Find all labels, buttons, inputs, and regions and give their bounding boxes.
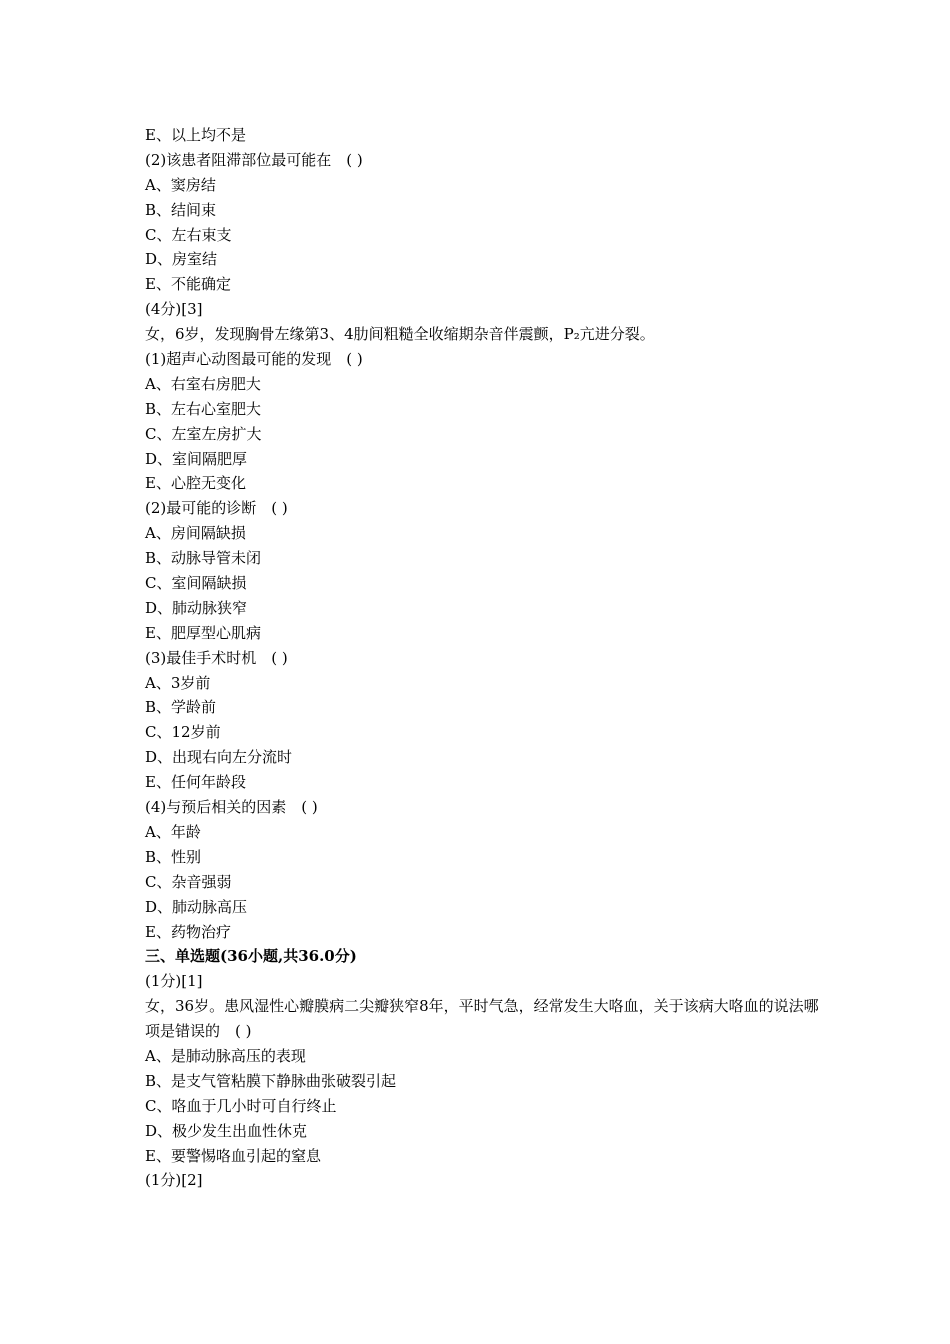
question-text: (2)最可能的诊断 ( )	[145, 499, 288, 518]
section-heading: 三、单选题(36小题,共36.0分)	[145, 947, 357, 966]
option-e: E、药物治疗	[145, 922, 231, 941]
option-e: E、肥厚型心肌病	[145, 623, 261, 642]
option-e: E、要警惕咯血引起的窒息	[145, 1146, 321, 1165]
question-score: (1分)[2]	[145, 1171, 203, 1190]
option-b: B、动脉导管未闭	[145, 549, 262, 568]
option-e: E、任何年龄段	[145, 773, 246, 792]
option-c: C、左室左房扩大	[145, 424, 262, 443]
document-body	[145, 123, 825, 1193]
question-text: (2)该患者阻滞部位最可能在 ( )	[145, 150, 363, 169]
option-d: D、极少发生出血性休克	[145, 1121, 308, 1140]
option-a: A、房间隔缺损	[145, 524, 246, 543]
option-d: D、肺动脉高压	[145, 897, 248, 916]
option-c: C、咯血于几小时可自行终止	[145, 1096, 337, 1115]
option-c: C、12岁前	[145, 723, 221, 742]
option-b: B、性别	[145, 847, 202, 866]
option-c: C、左右束支	[145, 225, 232, 244]
option-d: D、肺动脉狭窄	[145, 598, 248, 617]
option-b: B、左右心室肥大	[145, 399, 262, 418]
option-d: D、室间隔肥厚	[145, 449, 248, 468]
option-c: C、室间隔缺损	[145, 574, 247, 593]
option-a: A、是肺动脉高压的表现	[145, 1046, 306, 1065]
option-b: B、是支气管粘膜下静脉曲张破裂引起	[145, 1071, 397, 1090]
question-text: (1)超声心动图最可能的发现 ( )	[145, 350, 363, 369]
option-e: E、心腔无变化	[145, 474, 246, 493]
option-d: D、房室结	[145, 250, 218, 269]
question-score: (4分)[3]	[145, 300, 203, 319]
question-score: (1分)[1]	[145, 972, 203, 991]
option-a: A、窦房结	[145, 175, 216, 194]
option-d: D、出现右向左分流时	[145, 748, 293, 767]
option-e: E、不能确定	[145, 275, 231, 294]
option-b: B、学龄前	[145, 698, 217, 717]
option-a: A、3岁前	[145, 673, 211, 692]
question-text: 女，36岁。患风湿性心瓣膜病二尖瓣狭窄8年，平时气急，经常发生大咯血，关于该病大咯血的说法哪项是错误的 ( )	[145, 997, 819, 1041]
option-b: B、结间束	[145, 200, 217, 219]
option-a: A、右室右房肥大	[145, 374, 261, 393]
case-stem: 女，6岁，发现胸骨左缘第3、4肋间粗糙全收缩期杂音伴震颤，P₂亢进分裂。	[145, 325, 655, 344]
option-a: A、年龄	[145, 822, 201, 841]
option-e: E、以上均不是	[145, 126, 246, 144]
question-text: (4)与预后相关的因素 ( )	[145, 798, 318, 817]
question-text: (3)最佳手术时机 ( )	[145, 648, 288, 667]
option-c: C、杂音强弱	[145, 872, 232, 891]
